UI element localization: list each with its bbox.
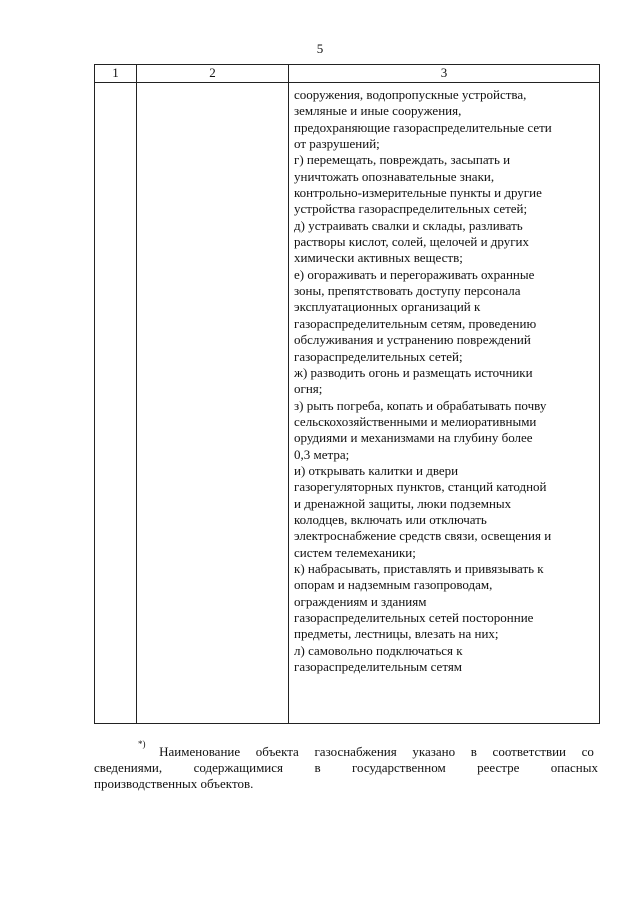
text-line: сооружения, водопропускные устройства, — [294, 87, 527, 102]
text-line: газораспределительным сетям — [294, 659, 463, 675]
footnote — [94, 739, 598, 792]
column-2-cell — [137, 83, 289, 724]
text-line: контрольно-измерительные пункты и другие — [294, 185, 542, 201]
text-line: колодцев, включать или отключать — [294, 511, 487, 527]
footnote-word: реестре — [477, 760, 520, 775]
column-header-3: 3 — [289, 65, 600, 83]
text-line: 0,3 метра; — [294, 446, 350, 462]
column-1-cell — [95, 83, 137, 724]
text-line: устройства газораспределительных сетей; — [294, 201, 528, 217]
text-line: от разрушений; — [294, 136, 380, 152]
footnote-word: государственном — [352, 760, 446, 775]
text-line: газораспределительным сетям, проведению — [294, 315, 537, 331]
text-line: газораспределительных сетей; — [294, 348, 463, 364]
text-line: д) устраивать свалки и склады, разливать — [294, 217, 523, 233]
footnote-word: со — [581, 744, 594, 759]
table-row — [95, 83, 600, 724]
text-line: обслуживания и устранению повреждений — [294, 332, 531, 348]
prohibited-actions-text — [289, 83, 599, 675]
requirements-table — [94, 64, 600, 724]
footnote-word: объекта — [255, 744, 299, 759]
text-line: ограждениям и зданиям — [294, 593, 427, 609]
text-line: земляные и иные сооружения, — [294, 103, 462, 119]
footnote-word: в — [314, 760, 321, 775]
footnote-word: содержащимися — [193, 760, 284, 775]
footnote-line-3: производственных объектов. — [94, 776, 254, 791]
text-line: ж) разводить огонь и размещать источники — [294, 364, 533, 380]
text-line: л) самовольно подключаться к — [294, 642, 463, 658]
page-number: 5 — [316, 41, 324, 56]
table-header-row — [95, 65, 600, 83]
footnote-mark: *) — [138, 739, 146, 749]
column-header-2: 2 — [137, 65, 289, 83]
text-line: е) огораживать и перегораживать охранные — [294, 266, 535, 282]
text-line: газораспределительных сетей посторонние — [294, 610, 534, 625]
text-line: и дренажной защиты, люки подземных — [294, 495, 512, 511]
text-line: опорам и надземным газопроводам, — [294, 577, 493, 593]
text-line: газорегуляторных пунктов, станций катодной — [294, 479, 547, 495]
text-line: к) набрасывать, приставлять и привязывать к — [294, 560, 544, 576]
text-line: эксплуатационных организаций к — [294, 299, 481, 315]
footnote-word: указано — [412, 744, 456, 759]
text-line: уничтожать опознавательные знаки, — [294, 168, 495, 184]
footnote-line-1 — [94, 739, 598, 760]
footnote-word: опасных — [550, 760, 598, 775]
text-line: зоны, препятствовать доступу персонала — [294, 283, 521, 299]
text-line: электроснабжение средств связи, освещения и — [294, 528, 552, 544]
text-line: огня; — [294, 381, 323, 397]
footnote-word: сведениями, — [94, 760, 163, 775]
text-line: систем телемеханики; — [294, 544, 416, 560]
text-line: предметы, лестницы, влезать на них; — [294, 626, 499, 642]
text-line: предохраняющие газораспределительные сети — [294, 119, 552, 135]
column-3-cell — [289, 83, 600, 724]
text-line: з) рыть погреба, копать и обрабатывать почву — [294, 397, 547, 413]
column-header-1: 1 — [95, 65, 137, 83]
text-line: сельскохозяйственными и мелиоративными — [294, 413, 537, 429]
text-line: и) открывать калитки и двери — [294, 462, 459, 478]
text-line: растворы кислот, солей, щелочей и других — [294, 234, 530, 250]
text-line: орудиями и механизмами на глубину более — [294, 430, 533, 446]
footnote-word: соответствии — [492, 744, 567, 759]
text-line: химически активных веществ; — [294, 250, 463, 266]
footnote-line-2 — [94, 760, 598, 776]
footnote-word: в — [470, 744, 477, 759]
text-line: г) перемещать, повреждать, засыпать и — [294, 152, 511, 168]
footnote-word: Наименование — [159, 744, 241, 759]
footnote-word: газоснабжения — [314, 744, 397, 759]
